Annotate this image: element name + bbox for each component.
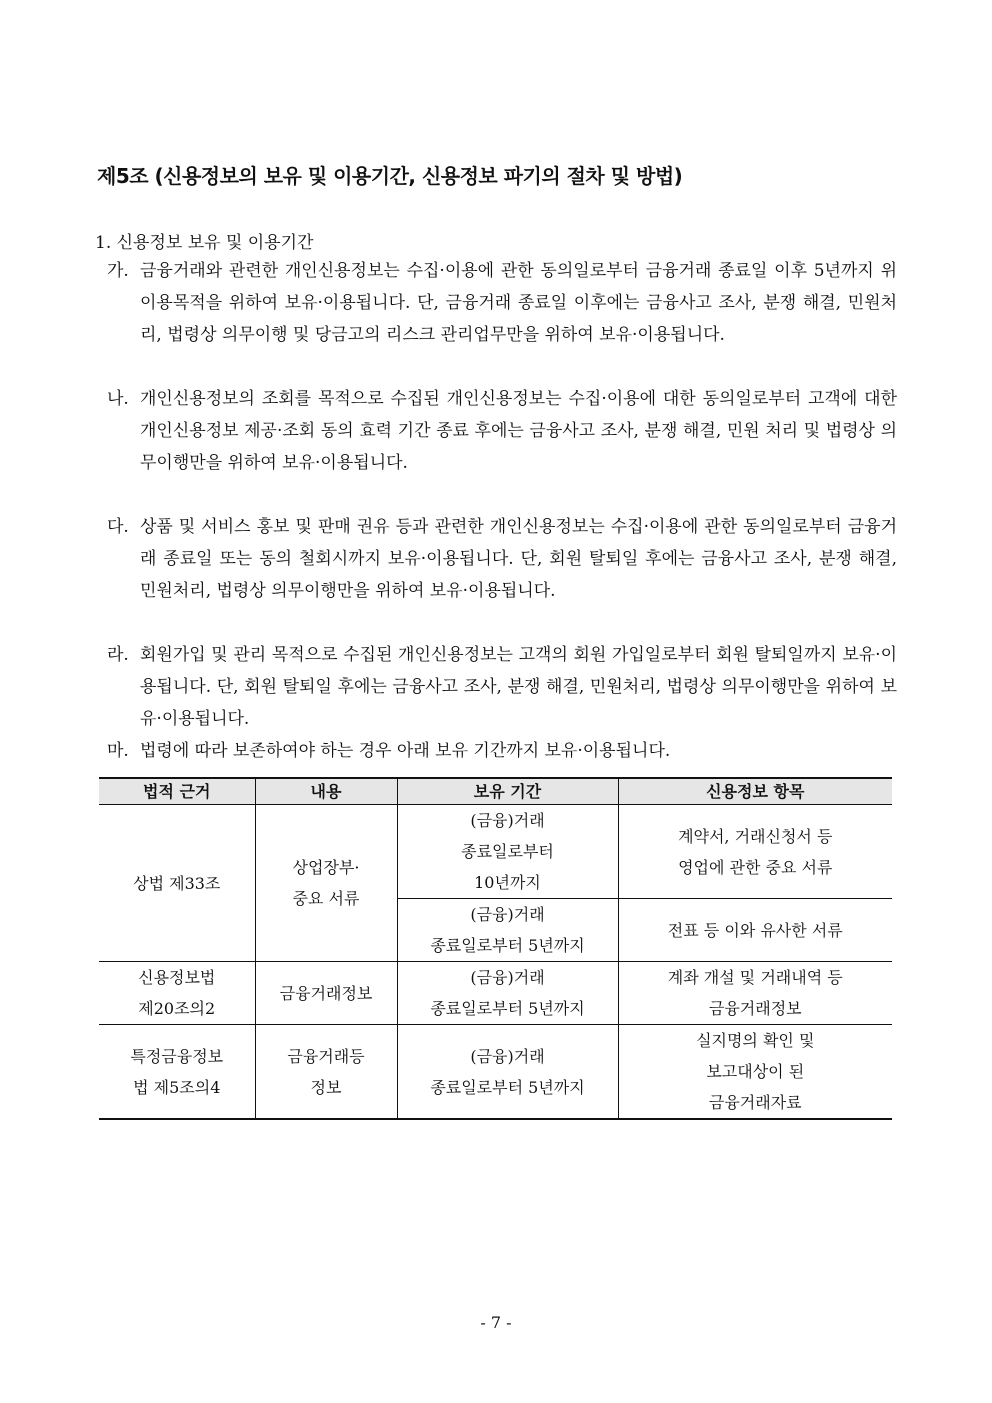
cell-line: (금융)거래 — [470, 968, 545, 987]
list-item — [107, 255, 897, 351]
list-item — [107, 511, 897, 607]
page-number: - 7 - — [480, 1313, 512, 1332]
cell-period — [397, 899, 618, 962]
cell-line: 종료일로부터 5년까지 — [430, 999, 585, 1018]
cell-line: 금융거래자료 — [708, 1093, 802, 1112]
cell-line: 영업에 관한 중요 서류 — [678, 857, 833, 877]
cell-line: (금융)거래 — [470, 811, 545, 830]
item-text: 금융거래와 관련한 개인신용정보는 수집·이용에 관한 동의일로부터 금융거래 종료일 이후 5년까지 위 이용목적을 위하여 보유·이용됩니다. 단, 금융거래 종료일 이후에는 금융사고 조사, 분쟁 해결, 민원처리, 법령상 의무이행 및 당금고의 리스크 관리업무만을 위하여 보유·이용됩니다. — [140, 261, 897, 345]
table-row — [99, 962, 892, 1025]
cell-line: 법 제5조의4 — [133, 1077, 221, 1097]
item-text: 회원가입 및 관리 목적으로 수집된 개인신용정보는 고객의 회원 가입일로부터 회원 탈퇴일까지 보유·이용됩니다. 단, 회원 탈퇴일 후에는 금융사고 조사, 분쟁 해결, 민원처리, 법령상 의무이행만을 위하여 보유·이용됩니다. — [140, 645, 897, 729]
section-heading: 1. 신용정보 보유 및 이용기간 — [95, 233, 314, 253]
item-marker: 나. — [107, 389, 129, 409]
cell-items — [618, 962, 892, 1025]
article-title: 제5조 (신용정보의 보유 및 이용기간, 신용정보 파기의 절차 및 방법) — [97, 164, 683, 188]
cell-line: 10년까지 — [474, 873, 541, 892]
cell-line: 보고대상이 된 — [706, 1062, 805, 1081]
cell-items — [618, 805, 892, 899]
item-marker: 가. — [107, 261, 129, 281]
cell-line: 특정금융정보 — [130, 1046, 224, 1066]
cell-period — [397, 805, 618, 899]
cell-period — [397, 1025, 618, 1120]
cell-items: 전표 등 이와 유사한 서류 — [618, 899, 892, 962]
cell-line: 종료일로부터 — [461, 842, 554, 861]
cell-basis: 상법 제33조 — [99, 805, 255, 962]
cell-period — [397, 962, 618, 1025]
cell-line: 종료일로부터 5년까지 — [430, 936, 585, 955]
retention-table — [99, 777, 892, 1120]
item-text: 법령에 따라 보존하여야 하는 경우 아래 보유 기간까지 보유·이용됩니다. — [140, 741, 671, 761]
cell-line: 종료일로부터 5년까지 — [430, 1077, 585, 1097]
table-header-row — [99, 778, 892, 805]
header-period: 보유 기간 — [397, 778, 618, 805]
cell-line: 금융거래정보 — [708, 999, 802, 1018]
cell-line: 제20조의2 — [138, 999, 216, 1018]
cell-line: 상업장부· — [292, 858, 360, 877]
header-basis: 법적 근거 — [99, 778, 255, 805]
cell-basis — [99, 962, 255, 1025]
cell-content — [255, 1025, 397, 1120]
cell-content: 금융거래정보 — [255, 962, 397, 1025]
cell-line: (금융)거래 — [470, 905, 545, 924]
table-row — [99, 805, 892, 899]
cell-line: 계좌 개설 및 거래내역 등 — [667, 968, 843, 987]
item-marker: 라. — [107, 645, 129, 665]
cell-items — [618, 1025, 892, 1120]
list-item — [107, 383, 897, 479]
cell-content — [255, 805, 397, 962]
header-items: 신용정보 항목 — [618, 778, 892, 805]
header-content: 내용 — [255, 778, 397, 805]
item-marker: 다. — [107, 517, 129, 537]
cell-line: 금융거래등 — [287, 1046, 365, 1066]
item-text: 상품 및 서비스 홍보 및 판매 권유 등과 관련한 개인신용정보는 수집·이용에 관한 동의일로부터 금융거래 종료일 또는 동의 철회시까지 보유·이용됩니다. 단, 회원 탈퇴일 후에는 금융사고 조사, 분쟁 해결, 민원처리, 법령상 의무이행만을 위하여 보유·이용됩니다. — [140, 517, 897, 601]
cell-line: 실지명의 확인 및 — [696, 1031, 815, 1050]
cell-line: 정보 — [310, 1077, 342, 1097]
cell-basis — [99, 1025, 255, 1120]
list-item — [107, 735, 897, 767]
item-marker: 마. — [107, 741, 129, 761]
cell-line: 계약서, 거래신청서 등 — [678, 826, 833, 846]
cell-line: (금융)거래 — [470, 1046, 545, 1066]
cell-line: 신용정보법 — [138, 968, 216, 987]
cell-line: 중요 서류 — [292, 889, 360, 908]
item-text: 개인신용정보의 조회를 목적으로 수집된 개인신용정보는 수집·이용에 대한 동의일로부터 고객에 대한 개인신용정보 제공·조회 동의 효력 기간 종료 후에는 금융사고 조사, 분쟁 해결, 민원 처리 및 법령상 의무이행만을 위하여 보유·이용됩니다. — [140, 389, 897, 473]
table-row — [99, 1025, 892, 1120]
list-item — [107, 639, 897, 735]
